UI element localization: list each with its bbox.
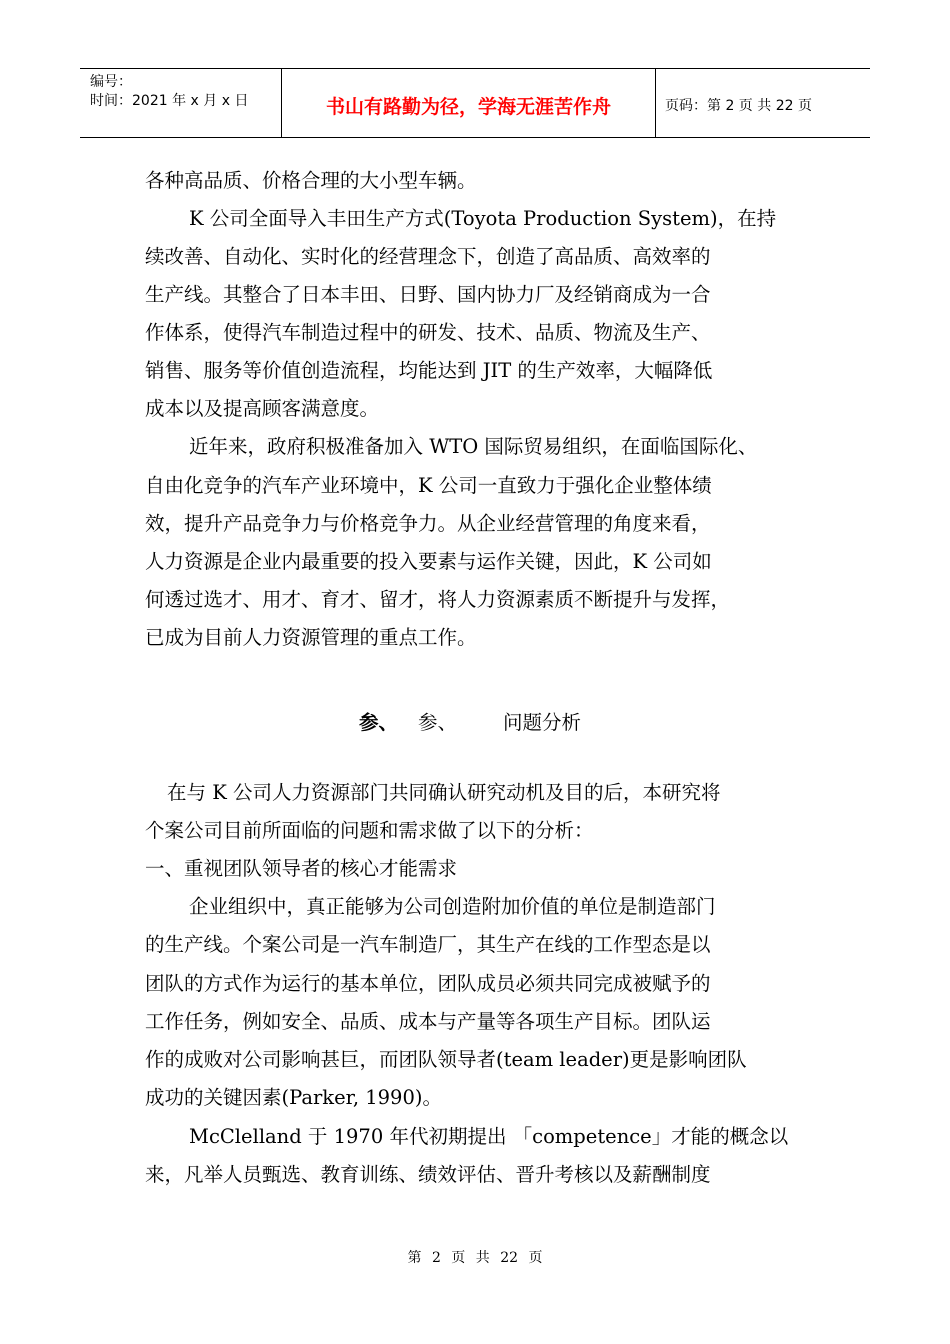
motto: 书山有路勤为径，学海无涯苦作舟 [325, 96, 611, 118]
text-line: 续改善、自动化、实时化的经营理念下，创造了高品质、高效率的 [145, 245, 711, 268]
header-meta-cell [80, 69, 280, 137]
text-line: 近年来，政府积极准备加入 WTO 国际贸易组织，在面临国际化、 [189, 435, 758, 458]
text-line: 已成为目前人力资源管理的重点工作。 [145, 626, 477, 649]
text-line: 作的成败对公司影响甚巨，而团队领导者(team leader)更是影响团队 [145, 1048, 747, 1071]
number-label: 编号： [90, 74, 132, 90]
subheading: 一、重视团队领导者的核心才能需求 [145, 857, 458, 880]
text-line: 成本以及提高顾客满意度。 [145, 397, 380, 420]
text-line: 的生产线。个案公司是一汽车制造厂，其生产在线的工作型态是以 [145, 933, 711, 956]
header-page-cell [655, 69, 870, 137]
page-footer: 第 2 页 共 22 页 [407, 1250, 543, 1266]
text-line: 企业组织中，真正能够为公司创造附加价值的单位是制造部门 [189, 895, 716, 918]
text-line: 来，凡举人员甄选、教育训练、绩效评估、晋升考核以及薪酬制度 [145, 1163, 711, 1186]
text-line: 人力资源是企业内最重要的投入要素与运作关键，因此，K 公司如 [145, 550, 712, 573]
section-number-bold: 参、 [359, 711, 399, 734]
text-line: 作体系，使得汽车制造过程中的研发、技术、品质、物流及生产、 [145, 321, 711, 344]
page-info: 页码：第 2 页 共 22 页 [665, 98, 812, 114]
text-line: 个案公司目前所面临的问题和需求做了以下的分析： [145, 819, 594, 842]
text-line: 成功的关键因素(Parker, 1990)。 [145, 1086, 442, 1109]
text-line: 销售、服务等价值创造流程，均能达到 JIT 的生产效率，大幅降低 [145, 359, 713, 382]
text-line: 团队的方式作为运行的基本单位，团队成员必须共同完成被赋予的 [145, 972, 711, 995]
text-line: 何透过选才、用才、育才、留才，将人力资源素质不断提升与发挥， [145, 588, 731, 611]
date-label: 时间：2021 年 x 月 x 日 [90, 93, 249, 109]
text-line: 生产线。其整合了日本丰田、日野、国内协力厂及经销商成为一合 [145, 283, 711, 306]
header-motto-cell [281, 69, 656, 137]
section-title: 问题分析 [503, 711, 582, 734]
section-number: 参、 [418, 711, 458, 734]
text-line: McClelland 于 1970 年代初期提出 「competence」才能的概念以 [189, 1125, 789, 1148]
text-line: 各种高品质、价格合理的大小型车辆。 [145, 169, 477, 192]
text-line: K 公司全面导入丰田生产方式(Toyota Production System)，在持 [189, 207, 777, 230]
text-line: 工作任务，例如安全、品质、成本与产量等各项生产目标。团队运 [145, 1010, 711, 1033]
text-line: 效，提升产品竞争力与价格竞争力。从企业经营管理的角度来看， [145, 512, 711, 535]
header-table [80, 68, 870, 138]
text-line: 自由化竞争的汽车产业环境中，K 公司一直致力于强化企业整体绩 [145, 474, 712, 497]
text-line: 在与 K 公司人力资源部门共同确认研究动机及目的后，本研究将 [167, 781, 721, 804]
